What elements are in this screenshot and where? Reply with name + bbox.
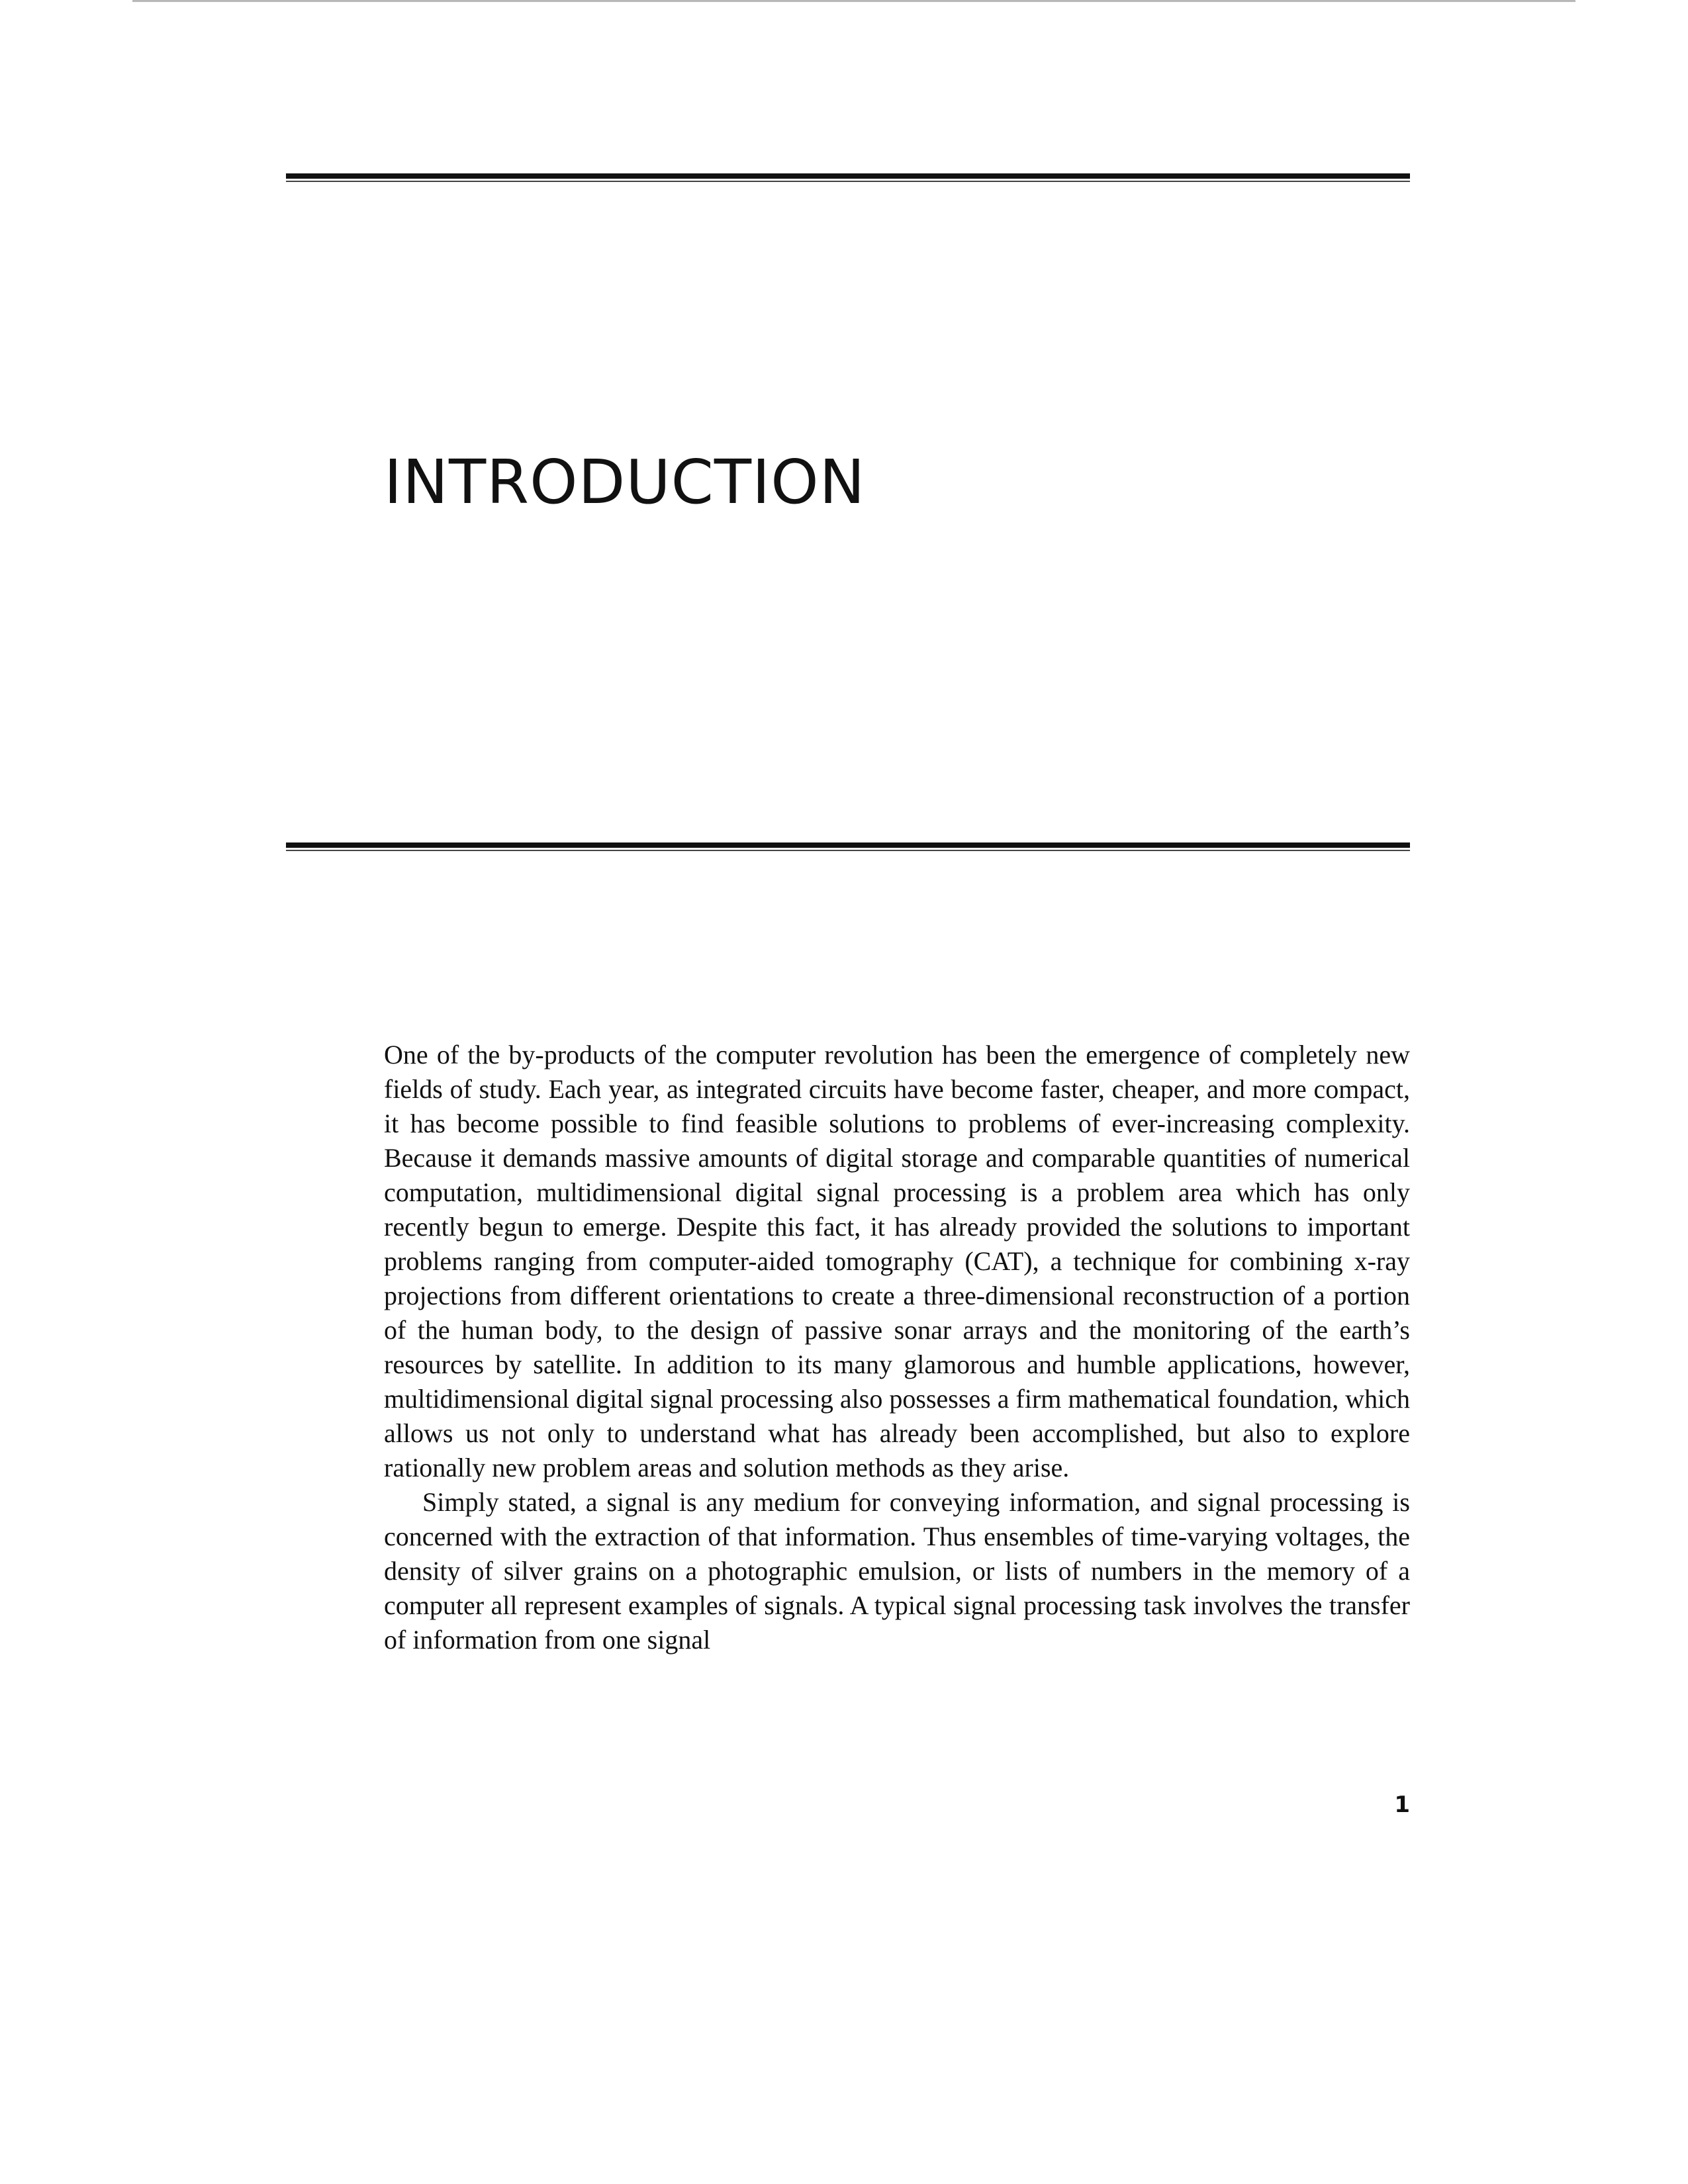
paragraph-1: One of the by-products of the computer revolution has been the emergence of completely new fields of study. Each year, as integrated circuits have become faster, cheaper, and more compact, it has become possible to find feasible solutions to problems of ever-increasing complexity. Because it demands massive amounts of digital storage and comparable quantities of numerical computation, multidimensional digital signal processing is a problem area which has only recently begun to emerge. Despite this fact, it has already provided the solutions to important problems ranging from computer-aided tomography (CAT), a technique for combining x-ray projections from different orientations to create a three-dimensional reconstruction of a portion of the human body, to the design of passive sonar arrays and the monitoring of the earth’s resources by satellite. In addition to its many glamorous and humble applications, however, multidimensional digital signal processing also possesses a firm mathematical foundation, which allows us not only to understand what has already been accomplished, but also to explore rationally new problem areas and solution methods as they arise. — [384, 1040, 1410, 1482]
chapter-rule-bottom — [286, 842, 1410, 851]
scan-top-edge — [132, 0, 1575, 2]
chapter-title: INTRODUCTION — [384, 447, 866, 518]
chapter-rule-top — [286, 173, 1410, 182]
page-number: 1 — [1394, 1792, 1410, 1818]
rule-thin-line — [286, 850, 1410, 851]
rule-thick-line — [286, 842, 1410, 848]
rule-thin-line — [286, 181, 1410, 182]
rule-thick-line — [286, 173, 1410, 179]
body-text — [384, 1038, 1410, 1657]
paragraph-2: Simply stated, a signal is any medium for conveying information, and signal processing is concerned with the extraction of that information. Thus ensembles of time-varying voltages, the density of silver grains on a photographic emulsion, or lists of numbers in the memory of a computer all represent examples of signals. A typical signal processing task involves the transfer of information from one signal — [384, 1487, 1410, 1655]
